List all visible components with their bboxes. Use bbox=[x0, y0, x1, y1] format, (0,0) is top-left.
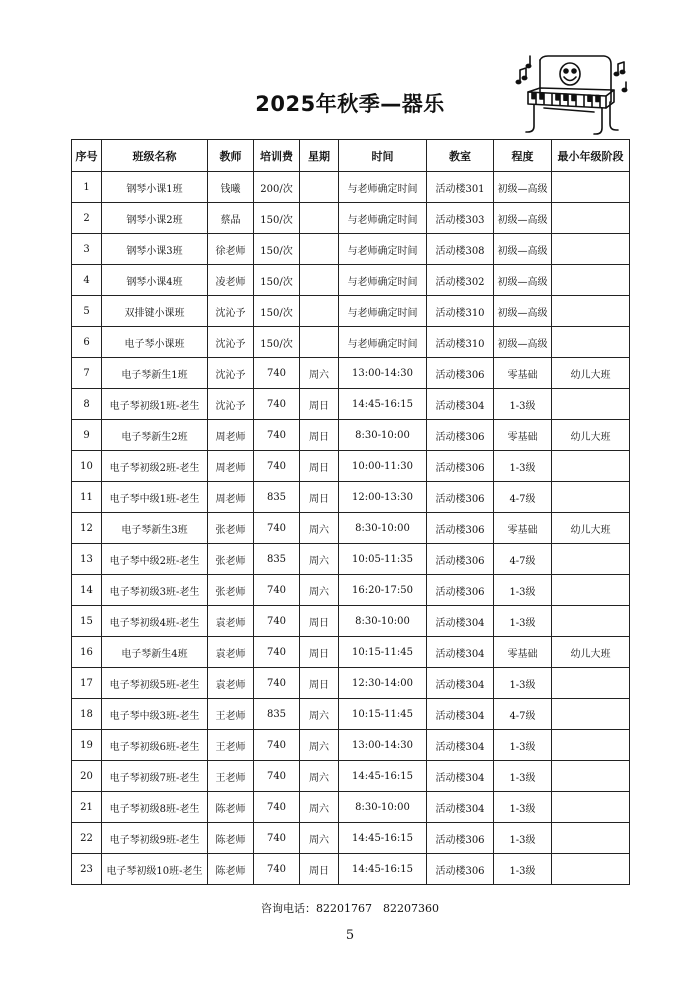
cell-weekday: 周日 bbox=[300, 606, 339, 637]
cell-level: 初级—高级 bbox=[494, 172, 552, 203]
table-row bbox=[72, 358, 630, 389]
cell-weekday: 周六 bbox=[300, 761, 339, 792]
cell-class-name: 电子琴初级1班-老生 bbox=[102, 389, 208, 420]
cell-fee: 740 bbox=[254, 637, 300, 668]
cell-level: 1-3级 bbox=[494, 730, 552, 761]
table-row bbox=[72, 327, 630, 358]
cell-min-grade bbox=[552, 606, 630, 637]
col-header-class-name: 班级名称 bbox=[102, 140, 208, 172]
contact-phone: 咨询电话：82201767 82207360 bbox=[261, 902, 439, 915]
cell-class-name: 电子琴初级8班-老生 bbox=[102, 792, 208, 823]
cell-index: 5 bbox=[72, 296, 102, 327]
table-row bbox=[72, 389, 630, 420]
cell-index: 12 bbox=[72, 513, 102, 544]
cell-teacher: 王老师 bbox=[208, 699, 254, 730]
cell-class-name: 电子琴中级1班-老生 bbox=[102, 482, 208, 513]
cell-time: 13:00-14:30 bbox=[339, 358, 427, 389]
cell-min-grade bbox=[552, 668, 630, 699]
cell-class-name: 电子琴新生2班 bbox=[102, 420, 208, 451]
cell-classroom: 活动楼306 bbox=[427, 544, 494, 575]
cell-min-grade bbox=[552, 699, 630, 730]
cell-fee: 150/次 bbox=[254, 327, 300, 358]
cell-index: 7 bbox=[72, 358, 102, 389]
cell-time: 14:45-16:15 bbox=[339, 823, 427, 854]
cell-level: 1-3级 bbox=[494, 854, 552, 885]
page-number: 5 bbox=[345, 928, 355, 943]
cell-min-grade bbox=[552, 730, 630, 761]
table-row bbox=[72, 482, 630, 513]
cell-weekday: 周六 bbox=[300, 823, 339, 854]
cell-classroom: 活动楼306 bbox=[427, 482, 494, 513]
cell-classroom: 活动楼304 bbox=[427, 792, 494, 823]
cell-fee: 740 bbox=[254, 358, 300, 389]
table-row bbox=[72, 699, 630, 730]
col-header-teacher: 教师 bbox=[208, 140, 254, 172]
cell-fee: 740 bbox=[254, 823, 300, 854]
cell-fee: 835 bbox=[254, 544, 300, 575]
cell-fee: 740 bbox=[254, 420, 300, 451]
cell-weekday bbox=[300, 296, 339, 327]
cell-class-name: 电子琴初级9班-老生 bbox=[102, 823, 208, 854]
cell-time: 8:30-10:00 bbox=[339, 606, 427, 637]
cell-time: 与老师确定时间 bbox=[339, 203, 427, 234]
cell-min-grade: 幼儿大班 bbox=[552, 637, 630, 668]
cell-classroom: 活动楼306 bbox=[427, 823, 494, 854]
cell-teacher: 王老师 bbox=[208, 761, 254, 792]
cell-time: 14:45-16:15 bbox=[339, 854, 427, 885]
cell-fee: 740 bbox=[254, 792, 300, 823]
cell-teacher: 沈沁予 bbox=[208, 358, 254, 389]
col-header-classroom: 教室 bbox=[427, 140, 494, 172]
cell-level: 1-3级 bbox=[494, 575, 552, 606]
cell-index: 17 bbox=[72, 668, 102, 699]
cell-fee: 835 bbox=[254, 482, 300, 513]
col-header-weekday: 星期 bbox=[300, 140, 339, 172]
cell-level: 1-3级 bbox=[494, 451, 552, 482]
cell-teacher: 周老师 bbox=[208, 482, 254, 513]
cell-index: 2 bbox=[72, 203, 102, 234]
table-row bbox=[72, 451, 630, 482]
cell-fee: 740 bbox=[254, 575, 300, 606]
cell-min-grade bbox=[552, 389, 630, 420]
cell-index: 15 bbox=[72, 606, 102, 637]
cell-fee: 150/次 bbox=[254, 296, 300, 327]
cell-weekday: 周日 bbox=[300, 668, 339, 699]
cell-teacher: 陈老师 bbox=[208, 792, 254, 823]
cell-teacher: 周老师 bbox=[208, 451, 254, 482]
cell-min-grade bbox=[552, 482, 630, 513]
cell-weekday bbox=[300, 327, 339, 358]
cell-class-name: 电子琴中级3班-老生 bbox=[102, 699, 208, 730]
cell-classroom: 活动楼304 bbox=[427, 761, 494, 792]
cell-time: 16:20-17:50 bbox=[339, 575, 427, 606]
cell-level: 1-3级 bbox=[494, 823, 552, 854]
cell-classroom: 活动楼301 bbox=[427, 172, 494, 203]
cell-teacher: 沈沁予 bbox=[208, 389, 254, 420]
cell-weekday bbox=[300, 203, 339, 234]
cell-weekday: 周日 bbox=[300, 420, 339, 451]
cell-index: 11 bbox=[72, 482, 102, 513]
cell-class-name: 电子琴初级3班-老生 bbox=[102, 575, 208, 606]
cell-weekday: 周六 bbox=[300, 544, 339, 575]
cell-fee: 150/次 bbox=[254, 234, 300, 265]
cell-min-grade bbox=[552, 234, 630, 265]
cell-classroom: 活动楼306 bbox=[427, 451, 494, 482]
cell-teacher: 钱曦 bbox=[208, 172, 254, 203]
cell-level: 初级—高级 bbox=[494, 265, 552, 296]
cell-index: 21 bbox=[72, 792, 102, 823]
cell-time: 8:30-10:00 bbox=[339, 513, 427, 544]
cell-index: 3 bbox=[72, 234, 102, 265]
cell-class-name: 电子琴新生4班 bbox=[102, 637, 208, 668]
table-row bbox=[72, 234, 630, 265]
cell-min-grade bbox=[552, 823, 630, 854]
cell-classroom: 活动楼304 bbox=[427, 637, 494, 668]
cell-weekday: 周日 bbox=[300, 637, 339, 668]
cell-teacher: 沈沁予 bbox=[208, 296, 254, 327]
cell-level: 1-3级 bbox=[494, 792, 552, 823]
cell-teacher: 凌老师 bbox=[208, 265, 254, 296]
cell-min-grade: 幼儿大班 bbox=[552, 420, 630, 451]
cell-min-grade bbox=[552, 451, 630, 482]
cell-fee: 740 bbox=[254, 730, 300, 761]
cell-level: 初级—高级 bbox=[494, 296, 552, 327]
cell-min-grade: 幼儿大班 bbox=[552, 513, 630, 544]
cell-level: 4-7级 bbox=[494, 699, 552, 730]
cell-level: 1-3级 bbox=[494, 606, 552, 637]
cell-classroom: 活动楼304 bbox=[427, 606, 494, 637]
cell-index: 4 bbox=[72, 265, 102, 296]
cell-min-grade bbox=[552, 544, 630, 575]
cell-index: 23 bbox=[72, 854, 102, 885]
cell-level: 1-3级 bbox=[494, 668, 552, 699]
table-row bbox=[72, 637, 630, 668]
cell-class-name: 钢琴小课4班 bbox=[102, 265, 208, 296]
col-header-min-grade: 最小年级阶段 bbox=[552, 140, 630, 172]
cell-classroom: 活动楼310 bbox=[427, 296, 494, 327]
cell-index: 8 bbox=[72, 389, 102, 420]
cell-classroom: 活动楼308 bbox=[427, 234, 494, 265]
cell-class-name: 电子琴小课班 bbox=[102, 327, 208, 358]
cell-classroom: 活动楼303 bbox=[427, 203, 494, 234]
cell-time: 10:00-11:30 bbox=[339, 451, 427, 482]
cell-level: 4-7级 bbox=[494, 482, 552, 513]
cell-teacher: 袁老师 bbox=[208, 606, 254, 637]
cell-min-grade: 幼儿大班 bbox=[552, 358, 630, 389]
cell-class-name: 钢琴小课3班 bbox=[102, 234, 208, 265]
cell-min-grade bbox=[552, 296, 630, 327]
cell-weekday: 周六 bbox=[300, 575, 339, 606]
cell-index: 9 bbox=[72, 420, 102, 451]
cell-fee: 150/次 bbox=[254, 265, 300, 296]
cell-level: 零基础 bbox=[494, 637, 552, 668]
cell-level: 零基础 bbox=[494, 513, 552, 544]
cell-min-grade bbox=[552, 265, 630, 296]
cell-classroom: 活动楼304 bbox=[427, 730, 494, 761]
table-row bbox=[72, 668, 630, 699]
cell-level: 零基础 bbox=[494, 358, 552, 389]
cell-level: 4-7级 bbox=[494, 544, 552, 575]
cell-classroom: 活动楼306 bbox=[427, 854, 494, 885]
cell-index: 14 bbox=[72, 575, 102, 606]
cell-level: 初级—高级 bbox=[494, 327, 552, 358]
cell-weekday: 周六 bbox=[300, 792, 339, 823]
table-row bbox=[72, 575, 630, 606]
cell-weekday: 周六 bbox=[300, 699, 339, 730]
cell-fee: 200/次 bbox=[254, 172, 300, 203]
cell-min-grade bbox=[552, 761, 630, 792]
cell-class-name: 电子琴初级4班-老生 bbox=[102, 606, 208, 637]
cell-min-grade bbox=[552, 327, 630, 358]
cell-class-name: 钢琴小课1班 bbox=[102, 172, 208, 203]
table-header-row bbox=[72, 140, 630, 172]
cell-class-name: 电子琴新生3班 bbox=[102, 513, 208, 544]
cell-fee: 150/次 bbox=[254, 203, 300, 234]
cell-level: 初级—高级 bbox=[494, 234, 552, 265]
cell-fee: 740 bbox=[254, 761, 300, 792]
table-row bbox=[72, 172, 630, 203]
cell-teacher: 陈老师 bbox=[208, 854, 254, 885]
cell-weekday: 周日 bbox=[300, 482, 339, 513]
cell-level: 初级—高级 bbox=[494, 203, 552, 234]
table-row bbox=[72, 854, 630, 885]
cell-classroom: 活动楼306 bbox=[427, 358, 494, 389]
cell-teacher: 王老师 bbox=[208, 730, 254, 761]
cell-time: 与老师确定时间 bbox=[339, 172, 427, 203]
cell-class-name: 电子琴中级2班-老生 bbox=[102, 544, 208, 575]
cell-classroom: 活动楼306 bbox=[427, 420, 494, 451]
cell-class-name: 电子琴新生1班 bbox=[102, 358, 208, 389]
cell-classroom: 活动楼306 bbox=[427, 575, 494, 606]
cell-classroom: 活动楼306 bbox=[427, 513, 494, 544]
cell-time: 12:30-14:00 bbox=[339, 668, 427, 699]
course-schedule-table bbox=[71, 139, 630, 885]
cell-time: 与老师确定时间 bbox=[339, 265, 427, 296]
cell-teacher: 张老师 bbox=[208, 544, 254, 575]
cell-teacher: 周老师 bbox=[208, 420, 254, 451]
cell-time: 10:05-11:35 bbox=[339, 544, 427, 575]
cell-index: 19 bbox=[72, 730, 102, 761]
cell-index: 18 bbox=[72, 699, 102, 730]
table-row bbox=[72, 730, 630, 761]
table-row bbox=[72, 823, 630, 854]
cell-teacher: 陈老师 bbox=[208, 823, 254, 854]
cell-fee: 740 bbox=[254, 854, 300, 885]
cell-time: 与老师确定时间 bbox=[339, 327, 427, 358]
cell-index: 16 bbox=[72, 637, 102, 668]
cell-weekday: 周日 bbox=[300, 451, 339, 482]
cell-time: 10:15-11:45 bbox=[339, 637, 427, 668]
cell-index: 6 bbox=[72, 327, 102, 358]
cell-classroom: 活动楼302 bbox=[427, 265, 494, 296]
cell-fee: 740 bbox=[254, 389, 300, 420]
col-header-level: 程度 bbox=[494, 140, 552, 172]
cell-index: 20 bbox=[72, 761, 102, 792]
cell-teacher: 蔡晶 bbox=[208, 203, 254, 234]
cell-weekday: 周日 bbox=[300, 854, 339, 885]
cell-time: 12:00-13:30 bbox=[339, 482, 427, 513]
table-row bbox=[72, 203, 630, 234]
cell-min-grade bbox=[552, 854, 630, 885]
cell-min-grade bbox=[552, 575, 630, 606]
cell-classroom: 活动楼310 bbox=[427, 327, 494, 358]
cell-class-name: 双排键小课班 bbox=[102, 296, 208, 327]
cell-index: 1 bbox=[72, 172, 102, 203]
cell-weekday bbox=[300, 265, 339, 296]
cell-time: 与老师确定时间 bbox=[339, 296, 427, 327]
cell-fee: 835 bbox=[254, 699, 300, 730]
table-row bbox=[72, 606, 630, 637]
cell-index: 22 bbox=[72, 823, 102, 854]
table-row bbox=[72, 296, 630, 327]
cell-fee: 740 bbox=[254, 513, 300, 544]
cell-time: 8:30-10:00 bbox=[339, 420, 427, 451]
cell-weekday: 周日 bbox=[300, 389, 339, 420]
cell-teacher: 徐老师 bbox=[208, 234, 254, 265]
cell-fee: 740 bbox=[254, 451, 300, 482]
cell-class-name: 电子琴初级2班-老生 bbox=[102, 451, 208, 482]
cell-class-name: 电子琴初级7班-老生 bbox=[102, 761, 208, 792]
table-row bbox=[72, 792, 630, 823]
cell-class-name: 电子琴初级5班-老生 bbox=[102, 668, 208, 699]
cell-weekday bbox=[300, 234, 339, 265]
cell-level: 零基础 bbox=[494, 420, 552, 451]
table-row bbox=[72, 513, 630, 544]
table-row bbox=[72, 761, 630, 792]
col-header-time: 时间 bbox=[339, 140, 427, 172]
cell-teacher: 袁老师 bbox=[208, 637, 254, 668]
cell-time: 8:30-10:00 bbox=[339, 792, 427, 823]
cell-fee: 740 bbox=[254, 606, 300, 637]
table-row bbox=[72, 265, 630, 296]
table-row bbox=[72, 420, 630, 451]
col-header-fee: 培训费 bbox=[254, 140, 300, 172]
col-header-index: 序号 bbox=[72, 140, 102, 172]
cell-time: 13:00-14:30 bbox=[339, 730, 427, 761]
cell-weekday: 周六 bbox=[300, 358, 339, 389]
cell-teacher: 张老师 bbox=[208, 513, 254, 544]
cell-class-name: 钢琴小课2班 bbox=[102, 203, 208, 234]
cell-time: 10:15-11:45 bbox=[339, 699, 427, 730]
table-row bbox=[72, 544, 630, 575]
cell-level: 1-3级 bbox=[494, 389, 552, 420]
cell-teacher: 袁老师 bbox=[208, 668, 254, 699]
cell-classroom: 活动楼304 bbox=[427, 668, 494, 699]
cell-time: 与老师确定时间 bbox=[339, 234, 427, 265]
cell-teacher: 张老师 bbox=[208, 575, 254, 606]
cell-class-name: 电子琴初级10班-老生 bbox=[102, 854, 208, 885]
cell-weekday: 周六 bbox=[300, 513, 339, 544]
cell-weekday: 周六 bbox=[300, 730, 339, 761]
cell-index: 13 bbox=[72, 544, 102, 575]
cell-min-grade bbox=[552, 203, 630, 234]
cell-classroom: 活动楼304 bbox=[427, 389, 494, 420]
cell-time: 14:45-16:15 bbox=[339, 389, 427, 420]
page-title: 2025年秋季—器乐 bbox=[255, 92, 445, 116]
cell-fee: 740 bbox=[254, 668, 300, 699]
cell-min-grade bbox=[552, 792, 630, 823]
cell-weekday bbox=[300, 172, 339, 203]
cell-teacher: 沈沁予 bbox=[208, 327, 254, 358]
cell-classroom: 活动楼304 bbox=[427, 699, 494, 730]
cell-level: 1-3级 bbox=[494, 761, 552, 792]
cell-min-grade bbox=[552, 172, 630, 203]
cell-time: 14:45-16:15 bbox=[339, 761, 427, 792]
cell-index: 10 bbox=[72, 451, 102, 482]
cell-class-name: 电子琴初级6班-老生 bbox=[102, 730, 208, 761]
